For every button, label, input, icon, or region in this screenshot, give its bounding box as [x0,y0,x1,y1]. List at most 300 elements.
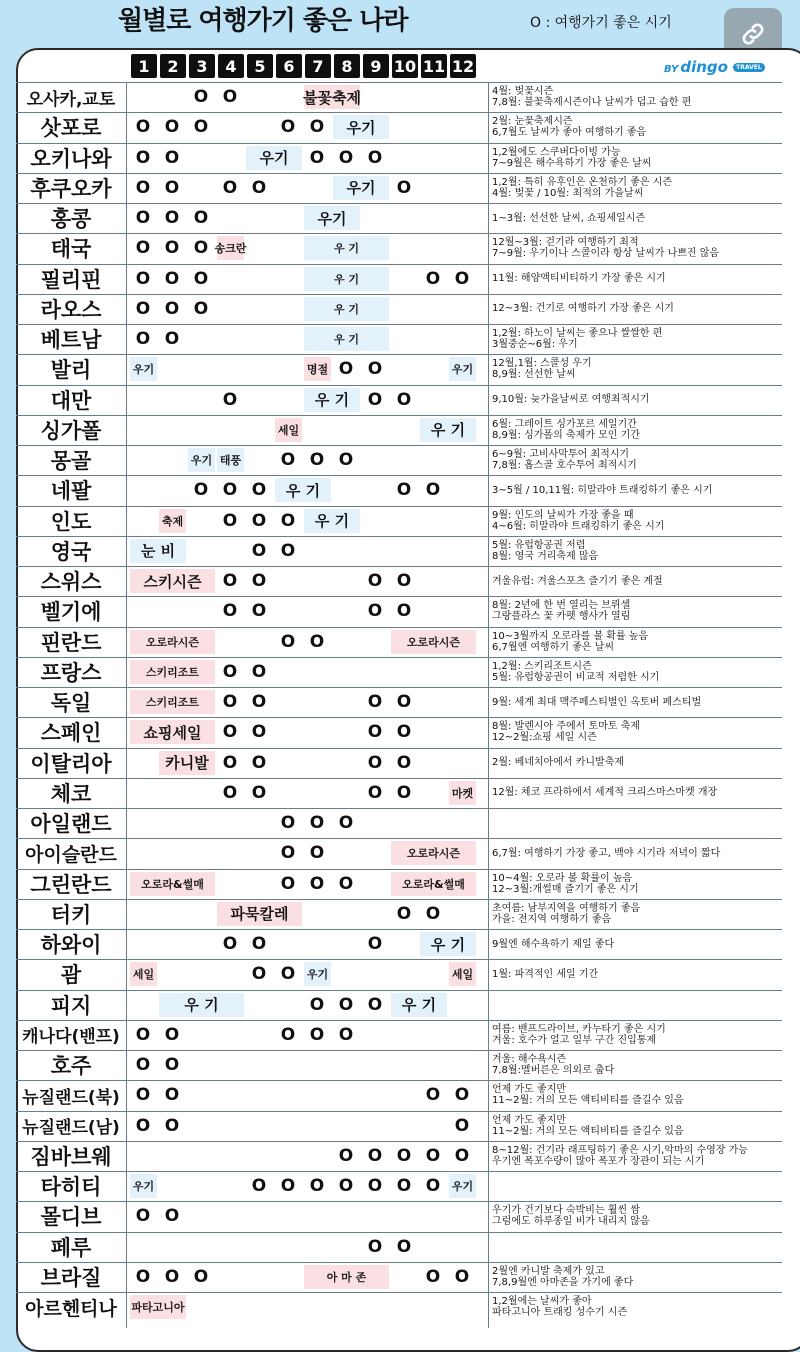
row-note [492,870,782,898]
good-season-mark: O [135,1085,151,1106]
note-line: 우기가 건기보다 숙박비는 훨씬 쌈 [492,1205,640,1217]
country-name: 몰디브 [40,1205,102,1230]
country-name: 후쿠오카 [30,176,112,201]
good-season-mark: O [193,87,209,107]
country-name: 호주 [50,1054,92,1079]
good-season-mark: O [222,177,238,198]
note-line: 여름: 밴프드라이브, 카누타기 좋은 시기 [492,1023,666,1035]
good-season-mark: O [135,329,151,349]
month-header-9: 9 [363,54,389,78]
good-season-mark: O [280,1024,296,1045]
good-season-mark: O [251,571,267,591]
country-name: 아일랜드 [30,812,112,837]
good-season-mark: O [222,510,238,531]
note-line: 8월: 발렌시아 주에서 토마토 축제 [492,721,641,733]
season-tag: 세일 [275,418,302,442]
row-note [492,204,782,232]
row-note [492,1112,782,1140]
good-season-mark: O [338,1145,354,1166]
good-season-mark: O [454,1115,470,1136]
good-season-mark: O [309,813,325,833]
good-season-mark: O [135,177,151,198]
country-name: 그린란드 [30,872,112,897]
note-line: 7,8월: 홉스골 호수투어 최적시기 [492,460,637,472]
good-season-mark: O [193,238,209,259]
country-name: 홍콩 [50,207,92,232]
season-tag: 스키시즌 [130,569,215,593]
good-season-mark: O [251,510,267,531]
note-line: 12월~3월: 걷기라 여행하기 최적 [492,237,639,249]
country-name: 몽골 [50,449,92,474]
good-season-mark: O [251,964,267,985]
good-season-mark: O [338,994,354,1015]
country-name: 캐나다(밴프) [22,1027,120,1048]
row-note [492,658,782,686]
good-season-mark: O [164,329,180,349]
season-tag: 파묵칼레 [217,902,302,926]
season-tag: 스키리조트 [130,660,215,684]
season-tag: 쇼핑세일 [130,720,215,744]
season-tag: 눈 비 [130,539,186,563]
season-tag: 명절 [304,357,331,381]
season-tag: 우기 [246,146,302,170]
season-tag: 오로라&썰매 [391,872,476,896]
row-note [492,537,782,565]
good-season-mark: O [309,1024,325,1045]
row-note [492,265,782,293]
good-season-mark: O [164,1024,180,1045]
brand-logo: BY dingo TRAVEL [664,58,765,76]
good-season-mark: O [367,722,383,743]
season-tag: 오로라시즌 [391,841,476,865]
good-season-mark: O [396,1145,412,1166]
row-note [492,1293,782,1321]
month-header-5: 5 [247,54,273,78]
season-tag: 아 마 존 [304,1265,389,1289]
good-season-mark: O [251,934,267,954]
month-header-7: 7 [305,54,331,78]
good-season-mark: O [338,1024,354,1045]
row-note [492,355,782,383]
season-tag: 우 기 [304,267,389,291]
country-name: 피지 [50,993,92,1018]
season-tag: 파타고니아 [130,1295,186,1319]
good-season-mark: O [309,873,325,894]
good-season-mark: O [251,722,267,743]
note-line: 겨울유럽: 겨울스포츠 즐기기 좋은 계절 [492,575,663,587]
season-tag: 불꽃축제 [304,85,360,109]
month-header-1: 1 [131,54,157,78]
good-season-mark: O [396,1176,412,1196]
season-tag: 우기 [130,1174,157,1198]
season-tag: 우 기 [304,388,360,412]
good-season-mark: O [280,843,296,864]
good-season-mark: O [396,480,412,501]
good-season-mark: O [367,1145,383,1166]
season-tag: 세일 [449,962,476,986]
country-name: 하와이 [40,933,102,958]
country-name: 타히티 [40,1175,102,1200]
good-season-mark: O [280,631,296,652]
good-season-mark: O [164,1266,180,1287]
good-season-mark: O [135,298,151,319]
good-season-mark: O [367,1236,383,1257]
note-line: 2월엔 카니발 축제가 있고 [492,1265,605,1277]
note-line: 1,2월: 특히 유후인은 온천하기 좋은 시즌 [492,176,673,188]
note-line: 10~4월: 오로라 볼 확률이 높음 [492,872,633,884]
season-tag: 우기 [304,206,360,230]
good-season-mark: O [338,1176,354,1196]
good-season-mark: O [193,268,209,289]
month-header-2: 2 [160,54,186,78]
row-divider [16,990,782,991]
good-season-mark: O [309,1176,325,1196]
good-season-mark: O [396,571,412,591]
row-note [492,1021,782,1049]
note-line: 7,8월: 불꽃축제시즌이나 날씨가 덥고 습한 편 [492,97,692,109]
season-tag: 우 기 [275,478,331,502]
good-season-mark: O [135,1206,151,1227]
link-icon [739,20,767,48]
country-name: 아이슬란드 [25,843,117,866]
country-name: 터키 [50,902,92,927]
country-name: 짐바브웨 [30,1144,112,1169]
season-tag: 태풍 [217,448,244,472]
note-line: 11~2월: 거의 모든 액티비티를 즐길수 있음 [492,1095,684,1107]
row-note [492,144,782,172]
note-line: 12월,1월: 스콜성 우기 [492,358,592,370]
note-line: 7,8,9월엔 아마존을 가기에 좋다 [492,1276,634,1288]
note-line: 초여름: 남부지역을 여행하기 좋음 [492,902,641,914]
note-line: 5월: 유럽항공권 저렴 [492,539,586,551]
good-season-mark: O [193,117,209,138]
good-season-mark: O [454,1266,470,1287]
season-tag: 우 기 [420,418,476,442]
country-name: 괌 [60,963,82,988]
note-line: 9월: 세계 최대 맥주페스티벌인 옥토버 페스티벌 [492,696,702,708]
note-line: 그럼에도 하루종일 비가 내리지 않음 [492,1216,650,1228]
row-note [492,1142,782,1170]
country-name: 베트남 [40,328,102,353]
note-line: 6,7월도 날씨가 좋아 여행하기 좋음 [492,127,647,139]
good-season-mark: O [222,752,238,773]
season-tag: 축제 [159,509,186,533]
season-tag: 세일 [130,962,157,986]
note-line: 12월: 체코 프라하에서 세계적 크리스마스마켓 개장 [492,787,718,799]
row-note [492,1051,782,1079]
good-season-mark: O [164,238,180,259]
good-season-mark: O [454,1085,470,1106]
good-season-mark: O [251,752,267,773]
row-note [492,295,782,323]
good-season-mark: O [280,873,296,894]
good-season-mark: O [222,934,238,954]
good-season-mark: O [367,752,383,773]
country-name: 오키나와 [30,146,112,171]
country-name: 체코 [50,781,92,806]
note-line: 6,7월엔 여행하기 좋은 날씨 [492,641,615,653]
good-season-mark: O [396,177,412,198]
row-note [492,839,782,867]
country-name: 대만 [50,388,92,413]
good-season-mark: O [396,692,412,712]
good-season-mark: O [425,1266,441,1287]
season-tag: 오로라시즌 [130,630,215,654]
good-season-mark: O [396,752,412,773]
good-season-mark: O [396,903,412,924]
note-line: 12~3월:개썰매 즐기기 좋은 시기 [492,883,639,895]
note-line: 4~6월: 히말라야 트래킹하기 좋은 시기 [492,520,665,532]
good-season-mark: O [164,1055,180,1075]
country-name: 태국 [50,237,92,262]
note-line: 8,9월: 선선한 날씨 [492,369,576,381]
note-line: 8월: 영국 거리축제 많음 [492,550,599,562]
good-season-mark: O [222,722,238,743]
good-season-mark: O [164,268,180,289]
row-note [492,446,782,474]
good-season-mark: O [280,117,296,138]
good-season-mark: O [135,1115,151,1136]
month-header-11: 11 [421,54,447,78]
season-tag: 마켓 [449,781,476,805]
good-season-mark: O [425,268,441,289]
note-line: 12~2월:쇼핑 세일 시즌 [492,732,597,744]
good-season-mark: O [309,994,325,1015]
good-season-mark: O [222,480,238,501]
row-note [492,507,782,535]
row-note [492,113,782,141]
good-season-mark: O [280,510,296,531]
note-line: 1,2월에는 날씨가 좋아 [492,1296,592,1308]
country-name: 뉴질랜드(남) [22,1118,120,1139]
good-season-mark: O [135,208,151,228]
row-divider [16,808,782,809]
good-season-mark: O [454,1145,470,1166]
row-note [492,900,782,928]
season-tag: 오로라시즌 [391,630,476,654]
good-season-mark: O [164,177,180,198]
note-line: 2월: 눈꽃축제시즌 [492,116,573,128]
row-note [492,1263,782,1291]
good-season-mark: O [367,782,383,803]
good-season-mark: O [367,359,383,380]
country-name: 싱가폴 [40,418,102,443]
season-tag: 우 기 [304,327,389,351]
note-line: 3월중순~6월: 우기 [492,339,578,351]
good-season-mark: O [425,1176,441,1196]
country-name: 라오스 [40,297,102,322]
note-line: 2월: 베네치아에서 카니발축제 [492,757,625,769]
season-tag: 카니발 [159,751,215,775]
good-season-mark: O [309,117,325,138]
good-season-mark: O [164,298,180,319]
good-season-mark: O [309,843,325,864]
season-tag: 송크란 [217,236,244,260]
page-title: 월별로 여행가기 좋은 나라 [118,6,408,36]
season-tag: 우 기 [304,509,360,533]
country-name: 핀란드 [40,630,102,655]
good-season-mark: O [396,1236,412,1257]
good-season-mark: O [135,238,151,259]
good-season-mark: O [222,692,238,712]
country-name: 이탈리아 [30,751,112,776]
good-season-mark: O [164,208,180,228]
good-season-mark: O [367,601,383,622]
good-season-mark: O [251,1176,267,1196]
note-line: 가을: 전지역 여행하기 좋음 [492,913,612,925]
row-note [492,1081,782,1109]
row-note [492,1202,782,1230]
country-name: 독일 [50,691,92,716]
note-line: 파타고니아 트래킹 성수기 시즌 [492,1307,628,1319]
note-line: 1~3월: 선선한 날씨, 쇼핑세일시즌 [492,212,646,224]
good-season-mark: O [367,389,383,410]
note-line: 6월: 그레이트 싱가포르 세일기간 [492,418,637,430]
good-season-mark: O [396,782,412,803]
country-name: 페루 [50,1235,92,1260]
good-season-mark: O [425,1145,441,1166]
country-name: 스위스 [40,570,102,595]
country-name: 브라질 [40,1265,102,1290]
country-name: 영국 [50,539,92,564]
good-season-mark: O [222,601,238,622]
season-tag: 우 기 [391,993,447,1017]
season-tag: 스키리조트 [130,690,215,714]
row-note [492,174,782,202]
country-name: 발리 [50,358,92,383]
good-season-mark: O [251,540,267,561]
good-season-mark: O [251,601,267,622]
good-season-mark: O [222,661,238,682]
good-season-mark: O [135,117,151,138]
good-season-mark: O [135,1024,151,1045]
good-season-mark: O [280,964,296,985]
good-season-mark: O [367,1176,383,1196]
row-note [492,960,782,988]
good-season-mark: O [425,903,441,924]
good-season-mark: O [309,450,325,470]
good-season-mark: O [193,1266,209,1287]
good-season-mark: O [135,268,151,289]
note-line: 1,2월: 스키리조트시즌 [492,660,592,672]
good-season-mark: O [193,298,209,319]
good-season-mark: O [135,1055,151,1075]
note-line: 12~3월: 건기로 여행하기 가장 좋은 시기 [492,303,674,315]
row-divider [16,1171,782,1172]
country-name: 벨기에 [40,600,102,625]
good-season-mark: O [367,571,383,591]
good-season-mark: O [367,934,383,954]
month-header-4: 4 [218,54,244,78]
month-header-10: 10 [392,54,418,78]
good-season-mark: O [396,722,412,743]
note-line: 1,2월: 하노이 날씨는 좋으나 쌀쌀한 편 [492,328,663,340]
note-line: 5월: 유럽항공권이 비교적 저렴한 시기 [492,671,660,683]
good-season-mark: O [251,480,267,501]
month-header-12: 12 [450,54,476,78]
row-note [492,688,782,716]
good-season-mark: O [222,782,238,803]
good-season-mark: O [193,208,209,228]
season-tag: 우 기 [420,932,476,956]
row-note [492,597,782,625]
good-season-mark: O [251,661,267,682]
row-note [492,567,782,595]
note-line: 11~2월: 거의 모든 액티비티를 즐길수 있음 [492,1125,684,1137]
good-season-mark: O [425,480,441,501]
good-season-mark: O [367,994,383,1015]
good-season-mark: O [280,813,296,833]
country-name: 오사카,교토 [26,89,116,110]
row-note [492,325,782,353]
good-season-mark: O [193,480,209,501]
note-line: 8~12월: 건기라 래프팅하기 좋은 시기,악마의 수영장 가능 [492,1144,748,1156]
country-name: 인도 [50,509,92,534]
month-header-6: 6 [276,54,302,78]
good-season-mark: O [454,268,470,289]
country-name: 프랑스 [40,660,102,685]
note-line: 겨울: 해수욕시즌 [492,1054,567,1066]
good-season-mark: O [425,1085,441,1106]
country-name: 스페인 [40,721,102,746]
season-tag: 우기 [333,176,389,200]
row-note [492,386,782,414]
good-season-mark: O [222,87,238,107]
country-name: 필리핀 [40,267,102,292]
note-line: 4월: 벚꽃 / 10월: 최적의 가을날씨 [492,187,644,199]
month-header-3: 3 [189,54,215,78]
season-tag: 우기 [304,962,331,986]
note-line: 8월: 2년에 한 번 열리는 브뤼셀 [492,600,631,612]
good-season-mark: O [367,692,383,712]
good-season-mark: O [280,450,296,470]
good-season-mark: O [338,147,354,168]
season-tag: 우 기 [304,236,389,260]
row-note [492,779,782,807]
note-line: 9,10월: 늦가을날씨로 여행최적시기 [492,394,650,406]
good-season-mark: O [280,540,296,561]
good-season-mark: O [338,813,354,833]
note-line: 겨울: 호수가 얼고 일부 구간 진입통제 [492,1034,657,1046]
season-tag: 우 기 [304,297,389,321]
note-line: 6~9월: 고비사막투어 최적시기 [492,449,630,461]
country-name: 뉴질랜드(북) [22,1087,120,1108]
good-season-mark: O [251,177,267,198]
note-line: 6,7월: 여행하기 가장 좋고, 백야 시기라 저녁이 짧다 [492,847,721,859]
note-line: 10~3월까지 오로라를 볼 확률 높음 [492,630,649,642]
good-season-mark: O [164,1085,180,1106]
row-note [492,930,782,958]
note-line: 11월: 해양액티비티하기 가장 좋은 시기 [492,273,666,285]
note-line: 그랑플라스 꽃 카펫 행사가 열림 [492,611,631,623]
season-tag: 우기 [449,1174,476,1198]
country-name: 삿포로 [40,116,102,141]
row-note [492,234,782,262]
good-season-mark: O [338,359,354,380]
note-line: 언제 가도 좋지만 [492,1114,566,1126]
season-tag: 우기 [449,357,476,381]
good-season-mark: O [396,601,412,622]
good-season-mark: O [309,631,325,652]
good-season-mark: O [164,1115,180,1136]
row-divider [16,1232,782,1233]
good-season-mark: O [309,147,325,168]
good-season-mark: O [222,571,238,591]
country-name: 아르헨티나 [25,1297,117,1320]
row-note [492,749,782,777]
row-note [492,416,782,444]
note-line: 9월엔 해수욕하기 제일 좋다 [492,938,615,950]
